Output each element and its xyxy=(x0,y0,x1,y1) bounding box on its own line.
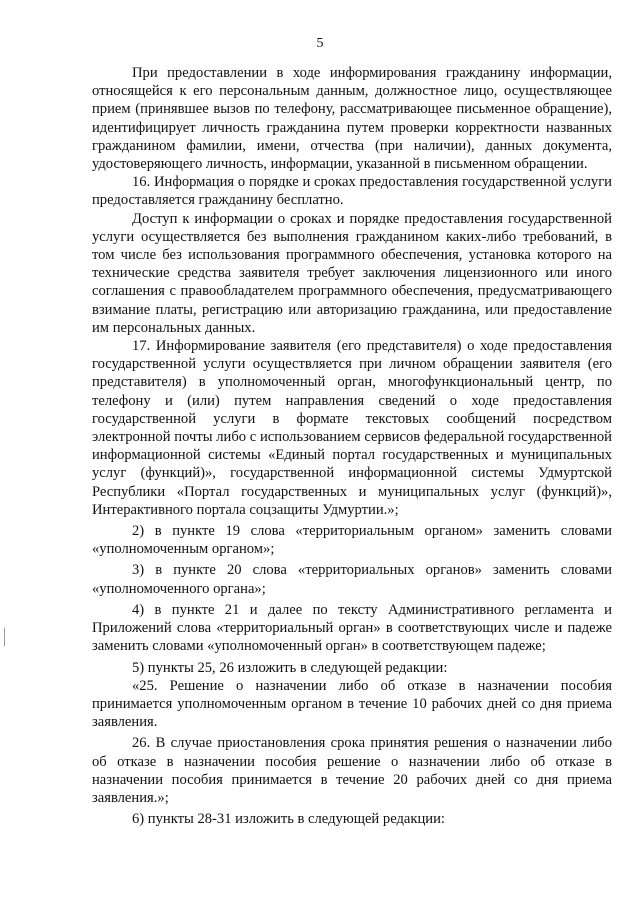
paragraph-17: 17. Информирование заявителя (его представителя) о ходе предоставления государственной услуги осуществляется при личном обращении заявителя (его представителя) в уполномоченный орган, многофункциональный центр, по телефону и (или) путем направления сведений о ходе предоставления государственной услуги в формате текстовых сообщений посредством электронной почты либо с использованием сервисов федеральной государственной информационной системы «Единый портал государственных и муниципальных услуг (функций)», государственной информационной системы Удмуртской Республики «Портал государственных и муниципальных услуг (функций)», Интерактивного портала соцзащиты Удмуртии.»; xyxy=(92,338,612,518)
paragraph-access: Доступ к информации о сроках и порядке предоставления государственной услуги осуществляется без выполнения гражданином каких-либо требований, в том числе без использования программного обеспечения, установка которого на технические средства заявителя требует заключения лицензионного или иного соглашения с правообладателем программного обеспечения, предусматривающего взимание платы, регистрацию или авторизацию гражданина, или предоставление им персональных данных. xyxy=(92,210,612,336)
margin-mark xyxy=(4,628,5,646)
paragraph-26: 26. В случае приостановления срока принятия решения о назначении либо об отказе в назначении пособия решение о назначении либо об отказе в назначении пособия принимается в течение 20 рабочих дней со дня приема заявления.»; xyxy=(92,735,612,806)
paragraph-identification: При предоставлении в ходе информирования гражданину информации, относящейся к его персональным данным, должностное лицо, осуществляющее прием (принявшее вызов по телефону, рассматривающее письменное обращение), идентифицирует личность гражданина путем проверки корректности названных гражданином фамилии, имени, отчества (при наличии), данных документа, удостоверяющего личность, информации, указанной в письменном обращении. xyxy=(92,65,612,173)
document-body xyxy=(92,64,612,828)
paragraph-25: «25. Решение о назначении либо об отказе в назначении пособия принимается уполномоченным органом в течение 10 рабочих дней со дня приема заявления. xyxy=(92,677,612,731)
paragraph-item-2: 2) в пункте 19 слова «территориальным органом» заменить словами «уполномоченным органом»; xyxy=(92,523,612,558)
paragraph-item-3: 3) в пункте 20 слова «территориальных органов» заменить словами «уполномоченного органа»; xyxy=(92,562,612,597)
page-number: 5 xyxy=(316,36,324,51)
paragraph-item-5: 5) пункты 25, 26 изложить в следующей редакции: xyxy=(132,659,448,676)
paragraph-item-4: 4) в пункте 21 и далее по тексту Административного регламента и Приложений слова «территориальный орган» в соответствующих числе и падеже заменить словами «уполномоченный орган» в соответствующем падеже; xyxy=(92,601,612,655)
paragraph-16: 16. Информация о порядке и сроках предоставления государственной услуги предоставляется гражданину бесплатно. xyxy=(92,174,612,209)
paragraph-item-6: 6) пункты 28-31 изложить в следующей редакции: xyxy=(132,811,445,828)
